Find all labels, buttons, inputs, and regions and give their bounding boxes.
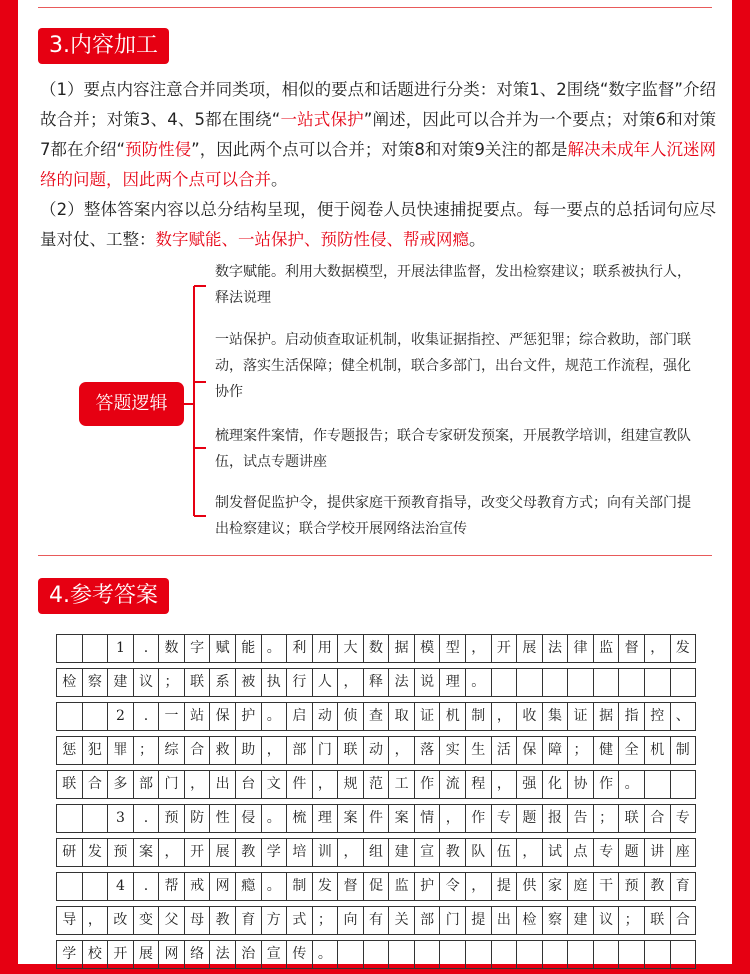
grid-cell: ， [466,873,492,900]
grid-cell: 门 [159,771,185,798]
grid-cell: 法 [210,941,236,968]
grid-cell: 人 [313,669,339,696]
grid-cell: 、 [671,703,697,730]
grid-cell: 督 [619,635,645,662]
grid-row [56,702,696,731]
grid-cell: 建 [568,907,594,934]
grid-cell: 检 [57,669,83,696]
grid-cell: 联 [185,669,211,696]
grid-cell: 制 [466,703,492,730]
para1-text-1: （1）要点内容注意合并同类项，相似的要点和话题进行分类：对策1、2围绕“数字监督”介绍故合并；对策3、4、5都在围绕“ [40,80,716,129]
grid-cell [645,669,671,696]
grid-cell: 保 [210,703,236,730]
grid-cell: 动 [313,703,339,730]
para1-text-4: 。 [271,170,288,189]
grid-cell: 组 [364,839,390,866]
grid-cell: 试 [543,839,569,866]
grid-cell [57,635,83,662]
grid-cell: 范 [364,771,390,798]
grid-cell: 学 [57,941,83,968]
para2-text-1: （2）整体答案内容以总分结构呈现，便于阅卷人员快速捕捉要点。每一要点的总括词句应尽量对仗、工整： [40,200,716,249]
grid-cell: 。 [262,805,288,832]
grid-cell: ； [594,805,620,832]
grid-cell: 专 [492,805,518,832]
grid-cell: 联 [57,771,83,798]
grid-cell: 护 [415,873,441,900]
grid-cell: ； [134,737,160,764]
grid-cell: 件 [287,771,313,798]
grid-cell: 向 [338,907,364,934]
grid-cell: 字 [185,635,211,662]
grid-cell: 队 [466,839,492,866]
grid-row [56,940,696,969]
grid-cell: 联 [645,907,671,934]
grid-cell: 宣 [262,941,288,968]
grid-cell: 发 [313,873,339,900]
grid-cell: 部 [415,907,441,934]
grid-cell: 件 [364,805,390,832]
grid-cell: 说 [415,669,441,696]
grid-cell: 性 [210,805,236,832]
grid-cell: 察 [83,669,109,696]
grid-cell: 导 [57,907,83,934]
grid-cell: 提 [492,873,518,900]
grid-cell: 专 [594,839,620,866]
grid-cell: 释 [364,669,390,696]
grid-cell: 证 [568,703,594,730]
grid-cell: 育 [236,907,262,934]
grid-row [56,838,696,867]
grid-cell: 络 [185,941,211,968]
grid-cell: 执 [262,669,288,696]
grid-cell: ， [338,669,364,696]
grid-cell [57,703,83,730]
grid-row [56,736,696,765]
section4-tag: 4.参考答案 [38,578,169,614]
grid-cell [543,669,569,696]
grid-cell: 护 [236,703,262,730]
grid-row [56,906,696,935]
grid-cell: 宣 [415,839,441,866]
grid-cell: 数 [159,635,185,662]
grid-cell: 。 [313,941,339,968]
grid-cell: 关 [389,907,415,934]
grid-cell: 教 [210,907,236,934]
grid-cell: 议 [134,669,160,696]
grid-cell: ， [389,737,415,764]
grid-cell: 瘾 [236,873,262,900]
grid-cell: 用 [313,635,339,662]
grid-cell: 训 [313,839,339,866]
content-card [18,0,732,964]
grid-cell: 令 [440,873,466,900]
grid-cell: 法 [543,635,569,662]
grid-cell: 被 [236,669,262,696]
grid-cell: 网 [159,941,185,968]
grid-cell: 情 [415,805,441,832]
grid-cell: 收 [517,703,543,730]
grid-cell: 赋 [210,635,236,662]
grid-cell [619,669,645,696]
grid-cell: 学 [262,839,288,866]
grid-cell: ， [492,771,518,798]
grid-cell: 展 [517,635,543,662]
grid-cell: 侦 [338,703,364,730]
grid-cell: 检 [517,907,543,934]
grid-cell: 工 [389,771,415,798]
section3-tag: 3.内容加工 [38,28,169,64]
grid-cell: 案 [338,805,364,832]
grid-cell: 取 [389,703,415,730]
section3-paragraph-2 [40,195,716,255]
grid-cell: 控 [645,703,671,730]
grid-cell: 作 [466,805,492,832]
grid-cell [671,771,697,798]
grid-cell: 联 [338,737,364,764]
grid-cell [517,669,543,696]
grid-cell: 发 [83,839,109,866]
grid-cell [57,805,83,832]
grid-cell: 培 [287,839,313,866]
grid-cell: 教 [236,839,262,866]
grid-cell: 讲 [645,839,671,866]
grid-cell: 保 [517,737,543,764]
grid-cell: 启 [287,703,313,730]
grid-cell: 案 [389,805,415,832]
grid-cell: 研 [57,839,83,866]
grid-cell: 预 [619,873,645,900]
grid-cell: 方 [262,907,288,934]
grid-cell: 站 [185,703,211,730]
grid-cell: . [134,703,160,730]
grid-cell [57,873,83,900]
grid-cell: 障 [543,737,569,764]
grid-cell: 戒 [185,873,211,900]
grid-cell: 建 [389,839,415,866]
grid-row [56,668,696,697]
grid-cell: 专 [671,805,697,832]
grid-cell: 报 [543,805,569,832]
grid-cell: 题 [517,805,543,832]
top-divider [38,7,712,8]
grid-cell: 能 [236,635,262,662]
grid-cell: 防 [185,805,211,832]
grid-cell: 。 [262,703,288,730]
grid-cell [594,669,620,696]
grid-cell: 制 [287,873,313,900]
grid-cell [568,669,594,696]
grid-cell: 型 [440,635,466,662]
grid-cell: 父 [159,907,185,934]
grid-cell: 传 [287,941,313,968]
grid-cell: 1 [108,635,134,662]
grid-cell: 案 [134,839,160,866]
grid-cell: 预 [159,805,185,832]
grid-cell: 救 [210,737,236,764]
grid-cell: 合 [185,737,211,764]
answer-grid-paper [56,634,696,974]
grid-cell: 。 [262,635,288,662]
grid-cell: 教 [440,839,466,866]
grid-cell: 系 [210,669,236,696]
grid-cell: 察 [543,907,569,934]
grid-cell: 指 [619,703,645,730]
grid-cell: 4 [108,873,134,900]
para1-highlight-3: 解决未成年人沉迷网络的问题，因此两个点可以合并 [40,140,717,189]
grid-cell: ， [492,703,518,730]
grid-cell: ， [466,635,492,662]
grid-cell: 据 [389,635,415,662]
branch-item-4: 制发督促监护令，提供家庭干预教育指导，改变父母教育方式；向有关部门提出检察建议；联合学校开展网络法治宣传 [215,495,691,537]
grid-cell: 机 [645,737,671,764]
para2-text-2: 。 [469,230,486,249]
grid-cell: 开 [492,635,518,662]
grid-cell: 部 [287,737,313,764]
grid-cell: 。 [619,771,645,798]
grid-cell: 模 [415,635,441,662]
grid-cell: 理 [313,805,339,832]
grid-cell [83,873,109,900]
grid-cell: 网 [210,873,236,900]
grid-cell [671,669,697,696]
grid-cell: 数 [364,635,390,662]
grid-cell: 育 [671,873,697,900]
grid-cell: 法 [389,669,415,696]
grid-cell: 出 [210,771,236,798]
grid-cell: 供 [517,873,543,900]
grid-cell: 帮 [159,873,185,900]
grid-cell: 合 [671,907,697,934]
grid-cell: 流 [440,771,466,798]
grid-cell: 大 [338,635,364,662]
grid-cell: 文 [262,771,288,798]
grid-cell: 侵 [236,805,262,832]
grid-cell: 作 [594,771,620,798]
grid-cell: 一 [159,703,185,730]
grid-cell: 座 [671,839,697,866]
answer-logic-label: 答题逻辑 [79,382,184,426]
grid-cell: 监 [594,635,620,662]
branch-item-2: 一站保护。启动侦查取证机制，收集证据指控、严惩犯罪；综合救助，部门联动，落实生活保障；健全机制，联合多部门，出台文件，规范工作流程，强化协作 [215,332,691,400]
grid-row [56,872,696,901]
grid-cell: 程 [466,771,492,798]
grid-cell: 规 [338,771,364,798]
grid-cell: 台 [236,771,262,798]
grid-cell: 督 [338,873,364,900]
grid-cell: 部 [134,771,160,798]
grid-cell: 全 [619,737,645,764]
grid-cell: 变 [134,907,160,934]
grid-cell: 式 [287,907,313,934]
para2-highlight-1: 数字赋能、一站保护、预防性侵、帮戒网瘾 [155,230,469,249]
grid-cell: ， [313,771,339,798]
grid-cell: ， [159,839,185,866]
grid-cell: 门 [313,737,339,764]
grid-cell: ， [440,805,466,832]
grid-cell: 合 [83,771,109,798]
grid-cell: 预 [108,839,134,866]
grid-cell: 作 [415,771,441,798]
grid-cell: 提 [466,907,492,934]
section3-paragraph-1 [40,75,716,195]
grid-cell: ， [185,771,211,798]
grid-cell: 落 [415,737,441,764]
grid-cell: 点 [568,839,594,866]
grid-cell: 议 [594,907,620,934]
grid-cell: 展 [210,839,236,866]
para1-text-2: ”阐述，因此可以合并为一个要点；对策6和对策7都在介绍“ [40,110,717,159]
grid-cell: 发 [671,635,697,662]
grid-cell: 律 [568,635,594,662]
grid-cell: 制 [671,737,697,764]
grid-cell: 教 [645,873,671,900]
grid-cell: 健 [594,737,620,764]
grid-cell: 母 [185,907,211,934]
grid-cell: 改 [108,907,134,934]
grid-cell: 监 [389,873,415,900]
grid-cell: 助 [236,737,262,764]
grid-cell: 2 [108,703,134,730]
grid-cell: 行 [287,669,313,696]
branch-item-3: 梳理案件案情，作专题报告；联合专家研发预案，开展教学培训，组建宣教队伍，试点专题讲座 [215,428,691,470]
grid-cell: 有 [364,907,390,934]
grid-cell: 告 [568,805,594,832]
grid-cell: 集 [543,703,569,730]
grid-cell: 多 [108,771,134,798]
para1-highlight-1: 一站式保护 [280,110,364,129]
grid-cell: . [134,805,160,832]
grid-cell: ； [313,907,339,934]
grid-cell: ， [83,907,109,934]
grid-cell: 治 [236,941,262,968]
grid-cell: 证 [415,703,441,730]
grid-cell: 理 [440,669,466,696]
para1-text-3: ”，因此两个点可以合并；对策8和对策9关注的都是 [191,140,568,159]
grid-cell [492,669,518,696]
grid-cell: 联 [619,805,645,832]
grid-cell: 家 [543,873,569,900]
grid-cell [645,771,671,798]
grid-cell: ， [262,737,288,764]
grid-cell: ， [338,839,364,866]
grid-cell: 梳 [287,805,313,832]
grid-cell: 强 [517,771,543,798]
grid-cell: 伍 [492,839,518,866]
grid-cell: ； [619,907,645,934]
grid-cell [83,635,109,662]
grid-row [56,634,696,663]
branch-item-1: 数字赋能。利用大数据模型，开展法律监督，发出检察建议；联系被执行人，释法说理 [215,264,691,306]
grid-cell: 据 [594,703,620,730]
grid-cell: 题 [619,839,645,866]
grid-cell: 出 [492,907,518,934]
grid-cell: . [134,873,160,900]
grid-cell: 动 [364,737,390,764]
grid-cell: 合 [645,805,671,832]
grid-cell: 犯 [83,737,109,764]
grid-cell: 生 [466,737,492,764]
grid-cell: 建 [108,669,134,696]
grid-cell: 协 [568,771,594,798]
grid-cell: . [134,635,160,662]
grid-cell [83,805,109,832]
grid-cell: 校 [83,941,109,968]
grid-cell: 3 [108,805,134,832]
grid-cell: 罪 [108,737,134,764]
grid-cell: 查 [364,703,390,730]
grid-cell: 。 [262,873,288,900]
grid-cell: ， [517,839,543,866]
grid-cell: 惩 [57,737,83,764]
grid-cell: 展 [134,941,160,968]
grid-cell: 利 [287,635,313,662]
grid-cell: 。 [466,669,492,696]
grid-row [56,770,696,799]
middle-divider [38,555,712,556]
grid-cell: ， [645,635,671,662]
grid-cell: ； [159,669,185,696]
branch-brace [184,284,206,518]
grid-cell: 化 [543,771,569,798]
grid-cell: 综 [159,737,185,764]
grid-cell: 开 [185,839,211,866]
grid-row [56,804,696,833]
grid-cell: 活 [492,737,518,764]
grid-cell: 干 [594,873,620,900]
grid-cell: 门 [440,907,466,934]
grid-cell: 庭 [568,873,594,900]
grid-cell: 机 [440,703,466,730]
para1-highlight-2: 预防性侵 [125,140,192,159]
grid-cell: ； [568,737,594,764]
grid-cell: 促 [364,873,390,900]
grid-cell [83,703,109,730]
grid-cell: 开 [108,941,134,968]
grid-cell: 实 [440,737,466,764]
